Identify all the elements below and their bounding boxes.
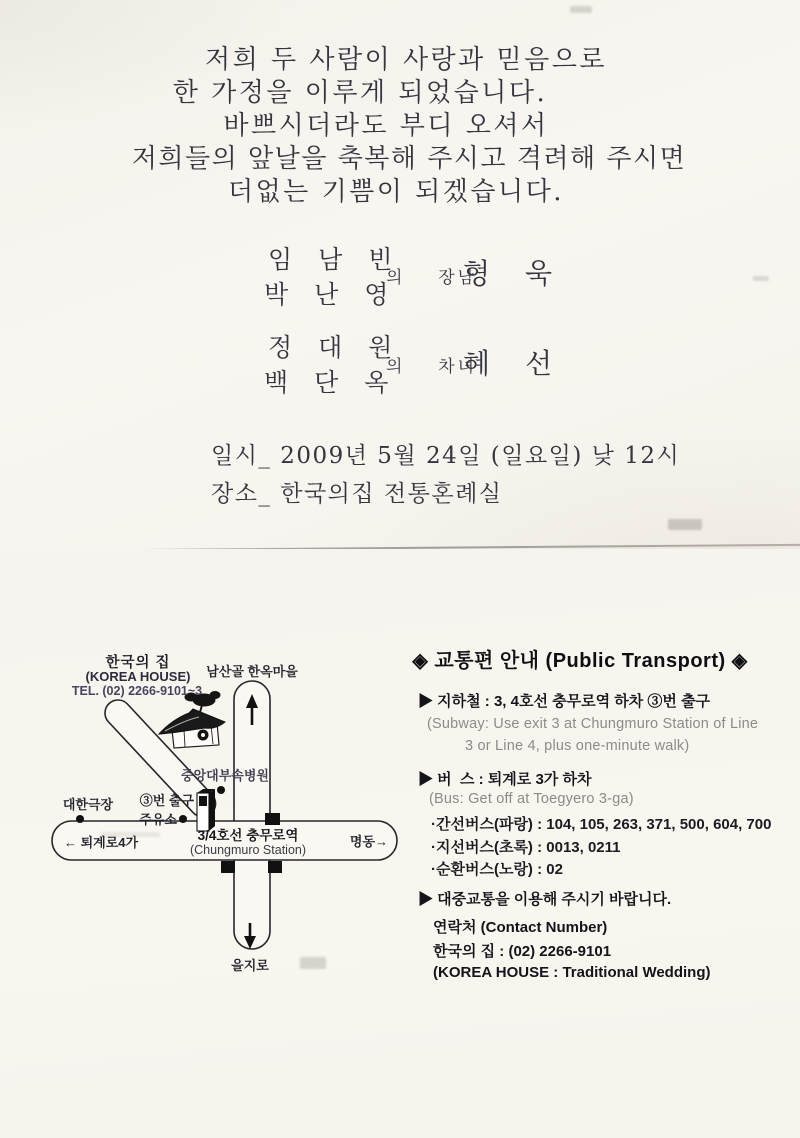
bride-father-name: 정 대 원: [268, 333, 396, 362]
groom-name: 형 욱: [463, 257, 556, 290]
contact-en: (KOREA HOUSE : Traditional Wedding): [433, 964, 711, 981]
theater-dot: [76, 815, 84, 823]
scan-speck: [100, 832, 160, 837]
scan-speck: [668, 519, 702, 530]
gas-station-dot: [179, 815, 187, 823]
korea-house-illustration: [159, 691, 225, 748]
toegyero-label: ← 퇴계로4가: [64, 835, 139, 850]
gas-station-label: 주유소: [139, 812, 177, 827]
subway-exit-marker: [268, 861, 282, 873]
bus-route-trunk: ·간선버스(파랑) : 104, 105, 263, 371, 500, 604, 700: [431, 816, 772, 833]
exit-3-pillar: [197, 789, 215, 831]
bride-mother-name: 백 단 옥: [264, 368, 392, 397]
contact-title: 연락처 (Contact Number): [433, 919, 608, 936]
event-venue: 장소_ 한국의집 전통혼례실: [211, 481, 503, 507]
invitation-message-line: 저희들의 앞날을 축복해 주시고 격려해 주시면: [131, 144, 687, 174]
map-venue-name: 한국의 집: [105, 655, 171, 671]
bride-name: 혜 선: [463, 347, 556, 380]
invitation-message-line: 한 가정을 이루게 되었습니다.: [172, 78, 548, 108]
bus-route-branch: ·지선버스(초록) : 0013, 0211: [431, 839, 621, 856]
invitation-front-panel: [0, 0, 800, 549]
bride-relation-label: 의 차녀: [386, 357, 478, 377]
location-map: [28, 643, 413, 983]
scan-speck: [753, 276, 769, 281]
euljiro-label: 을지로: [231, 958, 269, 973]
event-datetime: 일시_ 2009년 5월 24일 (일요일) 낮 12시: [211, 443, 681, 469]
invitation-message-line: 바쁘시더라도 부디 오셔서: [223, 111, 549, 141]
subway-directions-kr: ▶ 지하철 : 3, 4호선 충무로역 하차 ③번 출구: [418, 693, 711, 710]
contact-phone: 한국의 집 : (02) 2266-9101: [433, 943, 612, 960]
map-venue-name-en: (KOREA HOUSE): [85, 669, 191, 684]
scan-speck: [300, 957, 326, 969]
myeongdong-label: 명동→: [349, 834, 388, 849]
bus-route-circular: ·순환버스(노랑) : 02: [431, 861, 563, 878]
map-venue-tel: TEL. (02) 2266-9101~3: [71, 684, 203, 698]
invitation-message-line: 더없는 기쁨이 되겠습니다.: [227, 177, 565, 207]
map-south-road: [234, 858, 270, 949]
transport-title: ◈ 교통편 안내 (Public Transport) ◈: [412, 650, 748, 672]
subway-exit-marker: [221, 861, 235, 873]
bus-directions-en: (Bus: Get off at Toegyero 3-ga): [429, 791, 634, 807]
invitation-message-line: 저희 두 사람이 사랑과 믿음으로: [204, 45, 608, 75]
subway-directions-en: 3 or Line 4, plus one-minute walk): [465, 738, 690, 754]
subway-directions-en: (Subway: Use exit 3 at Chungmuro Station of Line: [427, 716, 759, 732]
hanok-village-label: 남산골 한옥마을: [206, 664, 298, 679]
subway-exit-marker: [265, 813, 280, 825]
station-label-en: (Chungmuro Station): [189, 843, 307, 857]
theater-label: 대한극장: [62, 797, 114, 812]
bus-directions-kr: ▶ 버 스 : 퇴계로 3가 하차: [418, 771, 592, 788]
station-label-kr: 3/4호선 충무로역: [197, 828, 299, 843]
groom-mother-name: 박 난 영: [264, 280, 392, 309]
scan-speck: [570, 6, 592, 13]
exit3-label: ③번 출구: [139, 793, 194, 808]
groom-father-name: 임 남 빈: [268, 245, 396, 274]
groom-relation-label: 의 장남: [386, 268, 478, 288]
hospital-dot: [217, 786, 225, 794]
transport-notice: ▶ 대중교통을 이용해 주시기 바랍니다.: [418, 891, 672, 908]
hospital-label: 중앙대부속병원: [181, 768, 269, 783]
directions-panel: [0, 549, 800, 1138]
